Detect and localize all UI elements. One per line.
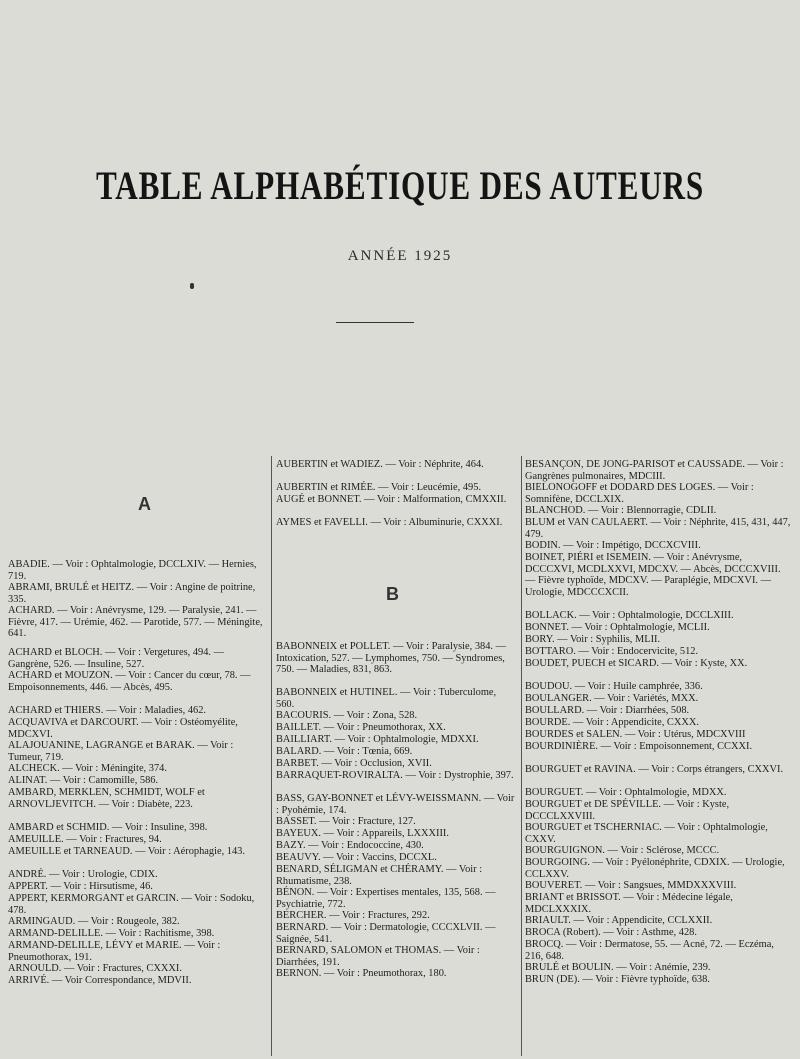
index-entry: ALCHECK. — Voir : Méningite, 374. [8,763,167,774]
index-entry: BOUDET, PUECH et SICARD. — Voir : Kyste, XX. [525,658,748,669]
index-entry: APPERT. — Voir : Hirsutisme, 46. [8,881,153,892]
index-entry: BERNARD. — Voir : Dermatologie, CCCXLVII. — Saignée, 541. [276,922,496,945]
index-entry: ABADIE. — Voir : Ophtalmologie, DCCLXIV. — Hernies, 719. [8,559,257,582]
index-entry: ARMAND-DELILLE, LÉVY et MARIE. — Voir : Pneumothorax, 191. [8,940,221,963]
index-entry: BACOURIS. — Voir : Zona, 528. [276,710,418,721]
index-entry: BERNON. — Voir : Pneumothorax, 180. [276,968,447,979]
index-entry: AUGÉ et BONNET. — Voir : Malformation, CMXXII. [276,494,507,505]
index-entry: BOURDE. — Voir : Appendicite, CXXX. [525,717,699,728]
ink-dot [190,283,194,289]
index-entry: BOURGUET et TSCHERNIAC. — Voir : Ophtalmologie, CXXV. [525,822,768,845]
index-entry: AYMES et FAVELLI. — Voir : Albuminurie, CXXXI. [276,517,503,528]
index-entry: BODIN. — Voir : Impétigo, DCCXCVIII. [525,540,701,551]
index-entry: ABRAMI, BRULÉ et HEITZ. — Voir : Angine de poitrine, 335. [8,582,256,605]
index-entry: BASSET. — Voir : Fracture, 127. [276,816,416,827]
index-entry: BÉNON. — Voir : Expertises mentales, 135, 568. — Psychiatrie, 772. [276,887,496,910]
index-entry: BOULANGER. — Voir : Variétés, MXX. [525,693,699,704]
index-entry: BOURDINIÈRE. — Voir : Empoisonnement, CCXXI. [525,741,753,752]
index-entry: AMBARD, MERKLEN, SCHMIDT, WOLF et ARNOVLJEVITCH. — Voir : Diabète, 223. [8,787,205,810]
index-entry: BOUDOU. — Voir : Huile camphrée, 336. [525,681,703,692]
index-entry: BOLLACK. — Voir : Ophtalmologie, DCCLXIII. [525,610,734,621]
index-entry: BOURDES et SALEN. — Voir : Utérus, MDCXVIII [525,729,746,740]
index-entry: AUBERTIN et WADIEZ. — Voir : Néphrite, 464. [276,459,484,470]
page-title: TABLE ALPHABÉTIQUE DES AUTEURS [95,163,704,208]
index-entry: BLUM et VAN CAULAERT. — Voir : Néphrite, 415, 431, 447, 479. [525,517,791,540]
index-entry: AUBERTIN et RIMÉE. — Voir : Leucémie, 495. [276,482,482,493]
index-entry: ACHARD et MOUZON. — Voir : Cancer du cœur, 78. — Empoisonnements, 446. — Abcès, 495. [8,670,251,693]
index-entry: BOINET, PIÉRI et ISEMEIN. — Voir : Anévrysme, DCCCXVI, MCDLXXVI, MDCXV. — Abcès, DCCCXVIII. — Fièvre typhoïde, MDCXV. — Paraplégie, MDCXVI. — Urologie, MDCCCXCII. [525,552,781,598]
title-rule [336,322,414,323]
index-entry: ANDRÉ. — Voir : Urologie, CDIX. [8,869,158,880]
index-entry: BALARD. — Voir : Tœnia, 669. [276,746,413,757]
year-subtitle: ANNÉE 1925 [347,248,453,264]
index-entry: ALAJOUANINE, LAGRANGE et BARAK. — Voir : Tumeur, 719. [8,740,234,763]
index-entry: BOTTARO. — Voir : Endocervicite, 512. [525,646,699,657]
index-entry: ACHARD et BLOCH. — Voir : Vergetures, 494. — Gangrène, 526. — Insuline, 527. [8,647,224,670]
index-entry: ACQUAVIVA et DARCOURT. — Voir : Ostéomyélite, MDCXVI. [8,717,238,740]
index-entry: BONNET. — Voir : Ophtalmologie, MCLII. [525,622,710,633]
index-entry: BOURGUET. — Voir : Ophtalmologie, MDXX. [525,787,727,798]
index-entry: APPERT, KERMORGANT et GARCIN. — Voir : Sodoku, 478. [8,893,255,916]
index-entry: BRIAULT. — Voir : Appendicite, CCLXXII. [525,915,713,926]
column-divider-1 [271,456,272,1056]
index-entry: BESANÇON, DE JONG-PARISOT et CAUSSADE. — Voir : Gangrènes pulmonaires, MDCIII. [525,459,784,482]
index-entry: ACHARD. — Voir : Anévrysme, 129. — Paralysie, 241. — Fièvre, 417. — Urémie, 462. — Parotide, 577. — Méningite, 641. [8,605,263,639]
index-entry: BRIANT et BRISSOT. — Voir : Médecine légale, MDCLXXXIX. [525,892,733,915]
index-entry: BENARD, SÉLIGMAN et CHÉRAMY. — Voir : Rhumatisme, 238. [276,864,483,887]
index-entry: BOURGUIGNON. — Voir : Sclérose, MCCC. [525,845,720,856]
index-entry: BABONNEIX et HUTINEL. — Voir : Tuberculome, 560. [276,687,497,710]
index-entry: BRUN (DE). — Voir : Fièvre typhoïde, 638. [525,974,710,985]
section-letter-b: B [386,584,399,604]
index-entry: BAYEUX. — Voir : Appareils, LXXXIII. [276,828,449,839]
index-entry: BAILLIART. — Voir : Ophtalmologie, MDXXI. [276,734,479,745]
column-divider-2 [521,456,522,1056]
index-entry: BOURGUET et DE SPÉVILLE. — Voir : Kyste, DCCCLXXVIII. [525,799,730,822]
index-entry: AMEUILLE. — Voir : Fractures, 94. [8,834,162,845]
index-entry: BROCA (Robert). — Voir : Asthme, 428. [525,927,697,938]
index-entry: BOULLARD. — Voir : Diarrhées, 508. [525,705,690,716]
index-entry: BOUVERET. — Voir : Sangsues, MMDXXXVIII. [525,880,737,891]
index-entry: AMEUILLE et TARNEAUD. — Voir : Aérophagie, 143. [8,846,245,857]
index-entry: BERCHER. — Voir : Fractures, 292. [276,910,430,921]
index-entry: BARBET. — Voir : Occlusion, XVII. [276,758,432,769]
index-entry: ALINAT. — Voir : Camomille, 586. [8,775,159,786]
index-entry: BOURGOING. — Voir : Pyélonéphrite, CDXIX. — Urologie, CCLXXV. [525,857,785,880]
index-entry: BERNARD, SALOMON et THOMAS. — Voir : Diarrhées, 191. [276,945,480,968]
index-entry: ARMINGAUD. — Voir : Rougeole, 382. [8,916,180,927]
index-entry: BLANCHOD. — Voir : Blennorragie, CDLII. [525,505,717,516]
index-entry: ARRIVÉ. — Voir Correspondance, MDVII. [8,975,192,986]
index-entry: BABONNEIX et POLLET. — Voir : Paralysie, 384. — Intoxication, 527. — Lymphomes, 750. — Syndromes, 750. — Maladies, 831, 863. [276,641,507,675]
index-entry: BOURGUET et RAVINA. — Voir : Corps étrangers, CXXVI. [525,764,784,775]
index-entry: ARNOULD. — Voir : Fractures, CXXXI. [8,963,182,974]
section-letter-a: A [138,494,151,514]
index-entry: BROCQ. — Voir : Dermatose, 55. — Acné, 72. — Eczéma, 216, 648. [525,939,774,962]
index-entry: BASS, GAY-BONNET et LÉVY-WEISSMANN. — Voir : Pyohémie, 174. [276,793,515,816]
index-entry: BEAUVY. — Voir : Vaccins, DCCXL. [276,852,437,863]
index-entry: BAILLET. — Voir : Pneumothorax, XX. [276,722,446,733]
index-entry: ACHARD et THIERS. — Voir : Maladies, 462. [8,705,206,716]
index-entry: ARMAND-DELILLE. — Voir : Rachitisme, 398. [8,928,215,939]
index-entry: BARRAQUET-ROVIRALTA. — Voir : Dystrophie, 397. [276,770,514,781]
index-entry: BIELONOGOFF et DODARD DES LOGES. — Voir : Somnifène, DCCLXIX. [525,482,754,505]
index-entry: BRULÉ et BOULIN. — Voir : Anémie, 239. [525,962,711,973]
index-entry: BORY. — Voir : Syphilis, MLII. [525,634,661,645]
index-entry: BAZY. — Voir : Endococcine, 430. [276,840,424,851]
index-entry: AMBARD et SCHMID. — Voir : Insuline, 398. [8,822,208,833]
